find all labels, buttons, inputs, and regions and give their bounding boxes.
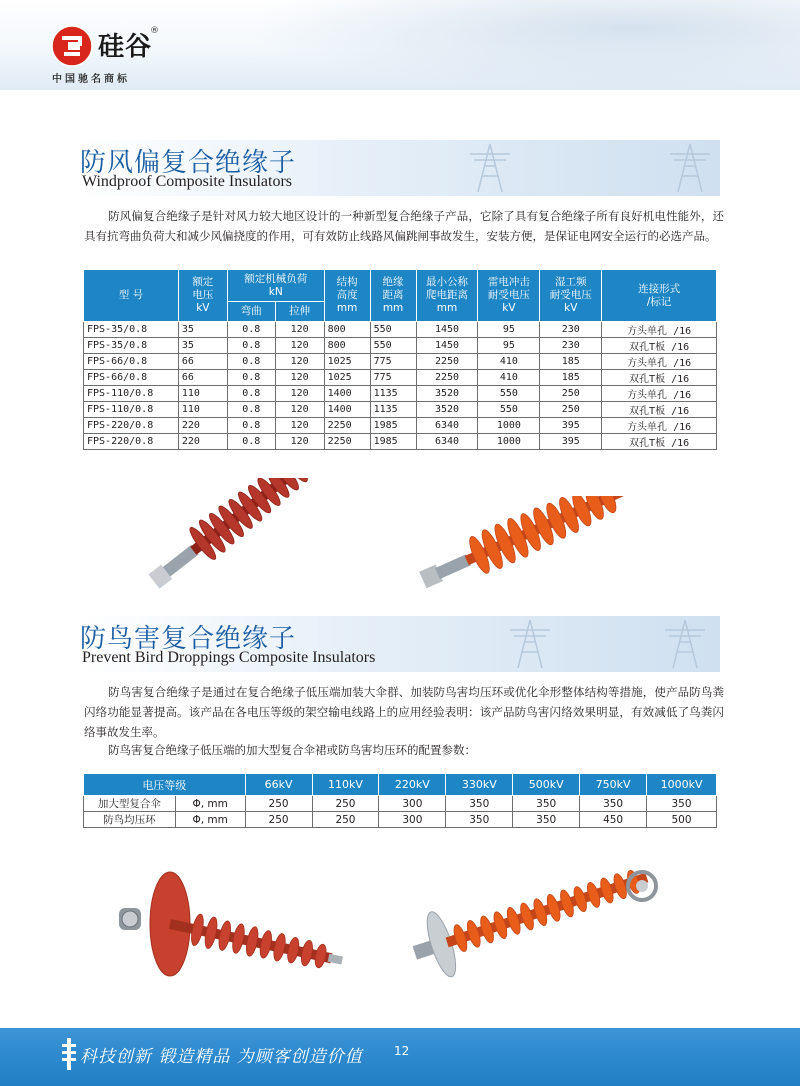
table-cell: FPS-66/0.8 xyxy=(84,370,179,386)
table-row xyxy=(84,386,717,402)
table-cell: 250 xyxy=(540,386,602,402)
table-cell: 350 xyxy=(446,812,513,828)
table-cell: 550 xyxy=(478,402,540,418)
power-tower-icon xyxy=(655,618,715,670)
section-title-en: Windproof Composite Insulators xyxy=(82,173,292,190)
header-voltage: 110kV xyxy=(312,774,379,796)
table-cell: 双孔T板 /16 xyxy=(602,370,717,386)
table-cell: FPS-220/0.8 xyxy=(84,418,179,434)
table-cell: 410 xyxy=(478,370,540,386)
header-height: 结构 高度 mm xyxy=(324,270,370,322)
table-cell: 1985 xyxy=(370,434,416,450)
header-creepage: 最小公称 爬电距离 mm xyxy=(416,270,478,322)
table-cell: 0.8 xyxy=(227,322,275,338)
table-cell: 250 xyxy=(245,796,312,812)
table-cell: FPS-110/0.8 xyxy=(84,386,179,402)
table-cell: 0.8 xyxy=(227,354,275,370)
table-cell: 300 xyxy=(379,812,446,828)
row-label: 防鸟均压环 xyxy=(84,812,176,828)
table-cell: 185 xyxy=(540,354,602,370)
table-cell: 双孔T板 /16 xyxy=(602,402,717,418)
bird-proof-insulator-umbrella-image xyxy=(105,866,345,991)
header-tension: 拉伸 xyxy=(275,302,324,322)
table-cell: 120 xyxy=(275,434,324,450)
table-cell: 0.8 xyxy=(227,434,275,450)
table-cell: 0.8 xyxy=(227,338,275,354)
table-cell: 3520 xyxy=(416,402,478,418)
table-cell: 230 xyxy=(540,338,602,354)
table-cell: 300 xyxy=(379,796,446,812)
table-cell: 双孔T板 /16 xyxy=(602,434,717,450)
table-cell: 800 xyxy=(324,338,370,354)
row-unit: Φ, mm xyxy=(175,812,245,828)
brand-logo-icon xyxy=(50,24,94,68)
table-cell: 1450 xyxy=(416,322,478,338)
header-model: 型 号 xyxy=(84,270,179,322)
world-map-background xyxy=(240,0,800,90)
table-cell: 双孔T板 /16 xyxy=(602,338,717,354)
power-tower-icon xyxy=(500,618,560,670)
table-cell: 220 xyxy=(178,418,227,434)
header-connection: 连接形式 /标记 xyxy=(602,270,717,322)
table-cell: 6340 xyxy=(416,418,478,434)
table-cell: 120 xyxy=(275,402,324,418)
table-cell: 120 xyxy=(275,322,324,338)
header-voltage: 220kV xyxy=(379,774,446,796)
header-voltage: 500kV xyxy=(513,774,580,796)
table-cell: 230 xyxy=(540,322,602,338)
footer-band xyxy=(0,1028,800,1086)
table-row xyxy=(84,402,717,418)
table-cell: 2250 xyxy=(324,418,370,434)
table-cell: 250 xyxy=(540,402,602,418)
table-cell: 185 xyxy=(540,370,602,386)
registered-mark: ® xyxy=(150,26,159,36)
section-title-zh: 防鸟害复合绝缘子 xyxy=(80,624,297,654)
brand-tagline: 中国驰名商标 xyxy=(52,74,130,85)
header-power-freq: 湿工频 耐受电压 kV xyxy=(540,270,602,322)
table-cell: 550 xyxy=(370,322,416,338)
table-cell: 110 xyxy=(178,402,227,418)
table-cell: 95 xyxy=(478,322,540,338)
table-cell: 95 xyxy=(478,338,540,354)
section1-heading xyxy=(80,140,720,196)
table-cell: 250 xyxy=(312,812,379,828)
table-cell: 775 xyxy=(370,370,416,386)
table-cell: 3520 xyxy=(416,386,478,402)
power-tower-icon xyxy=(660,142,720,194)
table-cell: 110 xyxy=(178,386,227,402)
table-cell: 66 xyxy=(178,354,227,370)
table-cell: 1400 xyxy=(324,402,370,418)
table-cell: 2250 xyxy=(416,370,478,386)
table-row xyxy=(84,812,717,828)
table-cell: 395 xyxy=(540,418,602,434)
table-cell: 120 xyxy=(275,418,324,434)
table-cell: 775 xyxy=(370,354,416,370)
table-cell: FPS-66/0.8 xyxy=(84,354,179,370)
table-cell: 350 xyxy=(580,796,647,812)
table-cell: 120 xyxy=(275,370,324,386)
table-cell: 66 xyxy=(178,370,227,386)
section-title-zh: 防风偏复合绝缘子 xyxy=(80,148,297,178)
section-title-en: Prevent Bird Droppings Composite Insulators xyxy=(82,649,376,666)
windproof-spec-table xyxy=(83,269,717,450)
header-voltage-class: 电压等级 xyxy=(84,774,246,796)
table-cell: 方头单孔 /16 xyxy=(602,322,717,338)
table-cell: 120 xyxy=(275,354,324,370)
table-cell: 方头单孔 /16 xyxy=(602,386,717,402)
table-row xyxy=(84,370,717,386)
table-cell: 0.8 xyxy=(227,386,275,402)
table-cell: 350 xyxy=(647,796,717,812)
header-bend: 弯曲 xyxy=(227,302,275,322)
table-row xyxy=(84,322,717,338)
table-cell: 800 xyxy=(324,322,370,338)
section2-heading xyxy=(80,616,720,672)
section1-intro: 防风偏复合绝缘子是针对风力较大地区设计的一种新型复合绝缘子产品，它除了具有复合绝缘子所有良好机电性能外，还具有抗弯曲负荷大和减少风偏挠度的作用，可有效防止线路风偏跳闸事故发生，安装方便，是保证电网安全运行的必选产品。 xyxy=(84,209,724,243)
table-cell: 6340 xyxy=(416,434,478,450)
table-cell: 120 xyxy=(275,338,324,354)
table-cell: 550 xyxy=(478,386,540,402)
header-voltage: 66kV xyxy=(245,774,312,796)
table-cell: 1400 xyxy=(324,386,370,402)
table-cell: 350 xyxy=(446,796,513,812)
header-voltage: 1000kV xyxy=(647,774,717,796)
header-rated-voltage: 额定 电压 kV xyxy=(178,270,227,322)
table-cell: FPS-220/0.8 xyxy=(84,434,179,450)
table-cell: 35 xyxy=(178,322,227,338)
table-row xyxy=(84,354,717,370)
table-cell: 250 xyxy=(312,796,379,812)
windproof-insulator-orange-image xyxy=(410,496,635,596)
table-cell: FPS-35/0.8 xyxy=(84,338,179,354)
bird-proof-insulator-ring-image xyxy=(390,866,670,991)
table-cell: FPS-35/0.8 xyxy=(84,322,179,338)
table-cell: 1450 xyxy=(416,338,478,354)
table-row xyxy=(84,434,717,450)
table-cell: 1000 xyxy=(478,434,540,450)
header-insulation-distance: 绝缘 距离 mm xyxy=(370,270,416,322)
table-row xyxy=(84,418,717,434)
bird-protection-config-table xyxy=(83,773,717,828)
header-mech-load: 额定机械负荷 kN xyxy=(227,270,324,302)
table-cell: 1000 xyxy=(478,418,540,434)
brand-name: 硅谷 xyxy=(98,32,153,62)
table-cell: 120 xyxy=(275,386,324,402)
table-cell: 方头单孔 /16 xyxy=(602,354,717,370)
table-cell: 1985 xyxy=(370,418,416,434)
table-cell: 250 xyxy=(245,812,312,828)
table-cell: 410 xyxy=(478,354,540,370)
header-lightning: 雷电冲击 耐受电压 kV xyxy=(478,270,540,322)
footer-slogan: 科技创新 锻造精品 为顾客创造价值 xyxy=(80,1047,363,1067)
page-number: 12 xyxy=(394,1044,410,1058)
table-cell: 0.8 xyxy=(227,370,275,386)
table-cell: 350 xyxy=(513,812,580,828)
table-cell: 1025 xyxy=(324,370,370,386)
table-cell: 220 xyxy=(178,434,227,450)
table-cell: 550 xyxy=(370,338,416,354)
table-row xyxy=(84,796,717,812)
section2-intro: 防鸟害复合绝缘子是通过在复合绝缘子低压端加装大伞群、加装防鸟害均压环或优化伞形整体结构等措施，使产品防鸟粪闪络功能显著提高。该产品在各电压等级的架空输电线路上的应用经验表明：该产品防鸟害闪络效果明显，有效减低了鸟粪闪络事故发生率。 xyxy=(84,685,724,739)
table-cell: 方头单孔 /16 xyxy=(602,418,717,434)
row-label: 加大型复合伞 xyxy=(84,796,176,812)
power-tower-icon xyxy=(460,142,520,194)
table-cell: 395 xyxy=(540,434,602,450)
table-cell: 1135 xyxy=(370,386,416,402)
table-cell: 500 xyxy=(647,812,717,828)
header-voltage: 330kV xyxy=(446,774,513,796)
table-cell: FPS-110/0.8 xyxy=(84,402,179,418)
table-cell: 1135 xyxy=(370,402,416,418)
table-cell: 350 xyxy=(513,796,580,812)
table-cell: 0.8 xyxy=(227,418,275,434)
windproof-insulator-dark-image xyxy=(140,478,330,598)
table-cell: 1025 xyxy=(324,354,370,370)
table-cell: 2250 xyxy=(416,354,478,370)
table-cell: 2250 xyxy=(324,434,370,450)
table-row xyxy=(84,338,717,354)
table-cell: 35 xyxy=(178,338,227,354)
table-cell: 450 xyxy=(580,812,647,828)
section2-config-note: 防鸟害复合绝缘子低压端的加大型复合伞裙或防鸟害均压环的配置参数： xyxy=(108,743,476,757)
row-unit: Φ, mm xyxy=(175,796,245,812)
table-cell: 0.8 xyxy=(227,402,275,418)
insulator-icon xyxy=(60,1038,78,1070)
header-voltage: 750kV xyxy=(580,774,647,796)
